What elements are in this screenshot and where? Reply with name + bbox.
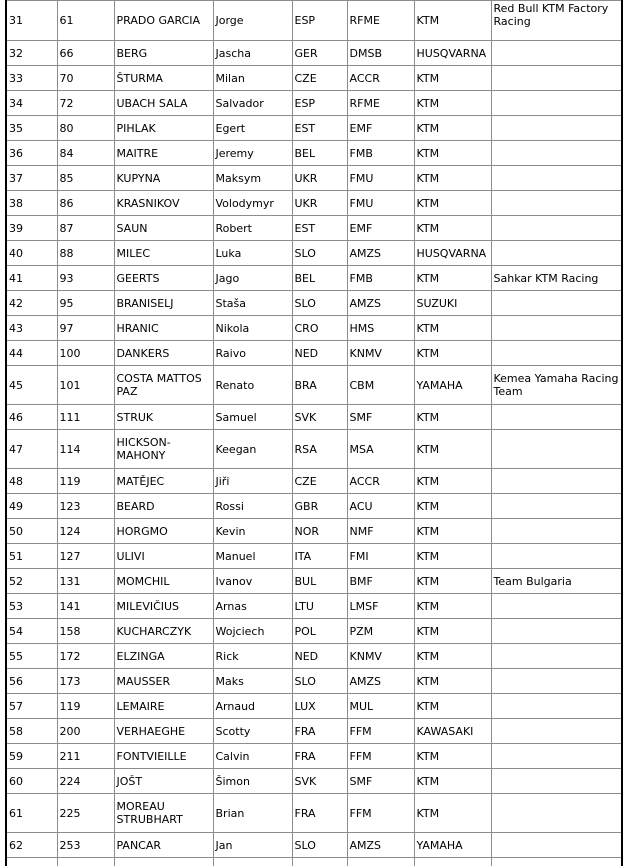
nationality-cell: EST [292, 216, 347, 241]
table-row [6, 644, 622, 669]
federation-cell: SMF [347, 769, 414, 794]
rider-number-cell: 141 [57, 594, 114, 619]
position-cell: 57 [6, 694, 57, 719]
first-name-cell: Maksym [213, 166, 292, 191]
nationality-cell: CZE [292, 66, 347, 91]
table-row [6, 619, 622, 644]
nationality-cell: SLO [292, 833, 347, 858]
federation-cell: DMSB [347, 41, 414, 66]
nationality-cell: NED [292, 644, 347, 669]
first-name-cell: Staša [213, 291, 292, 316]
federation-cell: KNMV [347, 644, 414, 669]
rider-number-cell: 72 [57, 91, 114, 116]
federation-cell: FFM [347, 744, 414, 769]
federation-cell: FMU [347, 191, 414, 216]
surname-cell: MOREAU STRUBHART [114, 794, 213, 833]
team-cell [491, 544, 622, 569]
motorcycle-cell: KTM [414, 519, 491, 544]
table-row [6, 833, 622, 858]
team-cell [491, 769, 622, 794]
team-cell [491, 794, 622, 833]
empty-cell [57, 858, 114, 866]
first-name-cell: Šimon [213, 769, 292, 794]
team-cell [491, 166, 622, 191]
team-cell [491, 644, 622, 669]
rider-number-cell: 80 [57, 116, 114, 141]
team-cell [491, 833, 622, 858]
first-name-cell: Ivanov [213, 569, 292, 594]
federation-cell: EMF [347, 116, 414, 141]
position-cell: 39 [6, 216, 57, 241]
position-cell: 52 [6, 569, 57, 594]
first-name-cell: Jago [213, 266, 292, 291]
position-cell: 37 [6, 166, 57, 191]
motorcycle-cell: KTM [414, 316, 491, 341]
nationality-cell: BEL [292, 141, 347, 166]
position-cell: 50 [6, 519, 57, 544]
first-name-cell: Arnaud [213, 694, 292, 719]
empty-cell [6, 858, 57, 866]
nationality-cell: FRA [292, 719, 347, 744]
position-cell: 62 [6, 833, 57, 858]
rider-number-cell: 127 [57, 544, 114, 569]
federation-cell: ACCR [347, 66, 414, 91]
table-row [6, 41, 622, 66]
rider-number-cell: 124 [57, 519, 114, 544]
team-cell [491, 669, 622, 694]
team-cell [491, 494, 622, 519]
nationality-cell: LTU [292, 594, 347, 619]
motorcycle-cell: KTM [414, 544, 491, 569]
position-cell: 45 [6, 366, 57, 405]
first-name-cell: Rossi [213, 494, 292, 519]
first-name-cell: Robert [213, 216, 292, 241]
rider-number-cell: 224 [57, 769, 114, 794]
position-cell: 34 [6, 91, 57, 116]
federation-cell: FMU [347, 166, 414, 191]
nationality-cell: GER [292, 41, 347, 66]
position-cell: 40 [6, 241, 57, 266]
position-cell: 60 [6, 769, 57, 794]
federation-cell: NMF [347, 519, 414, 544]
team-cell [491, 430, 622, 469]
position-cell: 32 [6, 41, 57, 66]
position-cell: 38 [6, 191, 57, 216]
motorcycle-cell: KTM [414, 116, 491, 141]
position-cell: 48 [6, 469, 57, 494]
rider-number-cell: 114 [57, 430, 114, 469]
table-row [6, 266, 622, 291]
table-row [6, 594, 622, 619]
empty-cell [347, 858, 414, 866]
nationality-cell: UKR [292, 166, 347, 191]
table-row [6, 66, 622, 91]
motorcycle-cell: KTM [414, 794, 491, 833]
motorcycle-cell: HUSQVARNA [414, 41, 491, 66]
surname-cell: PRADO GARCIA [114, 1, 213, 41]
rider-number-cell: 97 [57, 316, 114, 341]
table-row [6, 769, 622, 794]
surname-cell: FONTVIEILLE [114, 744, 213, 769]
federation-cell: CBM [347, 366, 414, 405]
position-cell: 49 [6, 494, 57, 519]
surname-cell: DANKERS [114, 341, 213, 366]
first-name-cell: Milan [213, 66, 292, 91]
first-name-cell: Scotty [213, 719, 292, 744]
surname-cell: ELZINGA [114, 644, 213, 669]
rider-number-cell: 253 [57, 833, 114, 858]
nationality-cell: BUL [292, 569, 347, 594]
motorcycle-cell: KTM [414, 644, 491, 669]
position-cell: 55 [6, 644, 57, 669]
motorcycle-cell: KTM [414, 494, 491, 519]
team-cell: Kemea Yamaha Racing Team [491, 366, 622, 405]
team-cell [491, 594, 622, 619]
first-name-cell: Keegan [213, 430, 292, 469]
motorcycle-cell: YAMAHA [414, 366, 491, 405]
rider-number-cell: 100 [57, 341, 114, 366]
surname-cell: MOMCHIL [114, 569, 213, 594]
rider-number-cell: 173 [57, 669, 114, 694]
surname-cell: VERHAEGHE [114, 719, 213, 744]
rider-number-cell: 70 [57, 66, 114, 91]
motorcycle-cell: KTM [414, 744, 491, 769]
nationality-cell: SVK [292, 405, 347, 430]
table-row [6, 794, 622, 833]
first-name-cell: Nikola [213, 316, 292, 341]
team-cell [491, 744, 622, 769]
team-cell: Team Bulgaria [491, 569, 622, 594]
team-cell [491, 191, 622, 216]
motorcycle-cell: KTM [414, 430, 491, 469]
first-name-cell: Manuel [213, 544, 292, 569]
position-cell: 59 [6, 744, 57, 769]
team-cell [491, 694, 622, 719]
surname-cell: MAITRE [114, 141, 213, 166]
nationality-cell: EST [292, 116, 347, 141]
rider-number-cell: 111 [57, 405, 114, 430]
position-cell: 43 [6, 316, 57, 341]
team-cell [491, 405, 622, 430]
federation-cell: BMF [347, 569, 414, 594]
rider-number-cell: 131 [57, 569, 114, 594]
rider-number-cell: 123 [57, 494, 114, 519]
first-name-cell: Jascha [213, 41, 292, 66]
surname-cell: MATĚJEC [114, 469, 213, 494]
motorcycle-cell: KTM [414, 216, 491, 241]
team-cell [491, 719, 622, 744]
nationality-cell: SVK [292, 769, 347, 794]
motorcycle-cell: SUZUKI [414, 291, 491, 316]
empty-cell [292, 858, 347, 866]
surname-cell: GEERTS [114, 266, 213, 291]
position-cell: 42 [6, 291, 57, 316]
position-cell: 56 [6, 669, 57, 694]
federation-cell: ACU [347, 494, 414, 519]
surname-cell: ŠTURMA [114, 66, 213, 91]
rider-number-cell: 95 [57, 291, 114, 316]
team-cell [491, 116, 622, 141]
surname-cell: STRUK [114, 405, 213, 430]
table-row [6, 519, 622, 544]
nationality-cell: ITA [292, 544, 347, 569]
surname-cell: LEMAIRE [114, 694, 213, 719]
federation-cell: MSA [347, 430, 414, 469]
federation-cell: RFME [347, 91, 414, 116]
federation-cell: HMS [347, 316, 414, 341]
nationality-cell: ESP [292, 91, 347, 116]
nationality-cell: BEL [292, 266, 347, 291]
team-cell [491, 291, 622, 316]
team-cell [491, 241, 622, 266]
table-row [6, 116, 622, 141]
surname-cell: ULIVI [114, 544, 213, 569]
motorcycle-cell: KTM [414, 769, 491, 794]
results-table-body [6, 1, 622, 866]
first-name-cell: Samuel [213, 405, 292, 430]
surname-cell: KUPYNA [114, 166, 213, 191]
table-row [6, 241, 622, 266]
nationality-cell: SLO [292, 291, 347, 316]
team-cell [491, 519, 622, 544]
federation-cell: AMZS [347, 669, 414, 694]
empty-cell [414, 858, 491, 866]
first-name-cell: Arnas [213, 594, 292, 619]
position-cell: 54 [6, 619, 57, 644]
motorcycle-cell: KTM [414, 405, 491, 430]
position-cell: 47 [6, 430, 57, 469]
table-row [6, 405, 622, 430]
nationality-cell: SLO [292, 669, 347, 694]
team-cell [491, 341, 622, 366]
first-name-cell: Jan [213, 833, 292, 858]
position-cell: 33 [6, 66, 57, 91]
motorcycle-cell: KTM [414, 469, 491, 494]
table-row [6, 744, 622, 769]
surname-cell: PANCAR [114, 833, 213, 858]
first-name-cell: Wojciech [213, 619, 292, 644]
team-cell [491, 619, 622, 644]
nationality-cell: RSA [292, 430, 347, 469]
surname-cell: MILEVIČIUS [114, 594, 213, 619]
federation-cell: FFM [347, 719, 414, 744]
motorcycle-cell: KTM [414, 166, 491, 191]
table-row [6, 191, 622, 216]
motorcycle-cell: YAMAHA [414, 833, 491, 858]
federation-cell: AMZS [347, 291, 414, 316]
first-name-cell: Volodymyr [213, 191, 292, 216]
federation-cell: EMF [347, 216, 414, 241]
federation-cell: MUL [347, 694, 414, 719]
motorcycle-cell: KTM [414, 141, 491, 166]
rider-number-cell: 61 [57, 1, 114, 41]
position-cell: 61 [6, 794, 57, 833]
rider-number-cell: 86 [57, 191, 114, 216]
first-name-cell: Salvador [213, 91, 292, 116]
rider-number-cell: 211 [57, 744, 114, 769]
table-row [6, 469, 622, 494]
surname-cell: KUCHARCZYK [114, 619, 213, 644]
nationality-cell: FRA [292, 794, 347, 833]
motorcycle-cell: KTM [414, 594, 491, 619]
surname-cell: MILEC [114, 241, 213, 266]
team-cell [491, 216, 622, 241]
motorcycle-cell: KTM [414, 91, 491, 116]
position-cell: 31 [6, 1, 57, 41]
table-row [6, 291, 622, 316]
nationality-cell: GBR [292, 494, 347, 519]
empty-cell [114, 858, 213, 866]
nationality-cell: SLO [292, 241, 347, 266]
first-name-cell: Jorge [213, 1, 292, 41]
federation-cell: RFME [347, 1, 414, 41]
motorcycle-cell: KTM [414, 619, 491, 644]
surname-cell: UBACH SALA [114, 91, 213, 116]
federation-cell: FMI [347, 544, 414, 569]
surname-cell: HICKSON-MAHONY [114, 430, 213, 469]
rider-number-cell: 101 [57, 366, 114, 405]
motorcycle-cell: KTM [414, 1, 491, 41]
surname-cell: JOŠT [114, 769, 213, 794]
first-name-cell: Jeremy [213, 141, 292, 166]
motorcycle-cell: KTM [414, 266, 491, 291]
first-name-cell: Raivo [213, 341, 292, 366]
surname-cell: BERG [114, 41, 213, 66]
surname-cell: MAUSSER [114, 669, 213, 694]
table-row-partial [6, 858, 622, 866]
rider-number-cell: 172 [57, 644, 114, 669]
table-row [6, 544, 622, 569]
first-name-cell: Jiři [213, 469, 292, 494]
team-cell [491, 316, 622, 341]
table-row [6, 669, 622, 694]
nationality-cell: LUX [292, 694, 347, 719]
surname-cell: COSTA MATTOS PAZ [114, 366, 213, 405]
federation-cell: SMF [347, 405, 414, 430]
table-row [6, 1, 622, 41]
position-cell: 51 [6, 544, 57, 569]
table-row [6, 141, 622, 166]
surname-cell: HORGMO [114, 519, 213, 544]
rider-number-cell: 158 [57, 619, 114, 644]
rider-number-cell: 119 [57, 694, 114, 719]
position-cell: 53 [6, 594, 57, 619]
table-row [6, 569, 622, 594]
federation-cell: AMZS [347, 241, 414, 266]
first-name-cell: Kevin [213, 519, 292, 544]
table-row [6, 216, 622, 241]
table-row [6, 694, 622, 719]
first-name-cell: Renato [213, 366, 292, 405]
surname-cell: BEARD [114, 494, 213, 519]
position-cell: 36 [6, 141, 57, 166]
table-row [6, 316, 622, 341]
rider-number-cell: 200 [57, 719, 114, 744]
nationality-cell: NED [292, 341, 347, 366]
motorcycle-cell: KTM [414, 66, 491, 91]
federation-cell: FMB [347, 266, 414, 291]
team-cell [491, 41, 622, 66]
position-cell: 44 [6, 341, 57, 366]
first-name-cell: Brian [213, 794, 292, 833]
first-name-cell: Calvin [213, 744, 292, 769]
rider-number-cell: 66 [57, 41, 114, 66]
nationality-cell: FRA [292, 744, 347, 769]
motorcycle-cell: KTM [414, 694, 491, 719]
position-cell: 41 [6, 266, 57, 291]
nationality-cell: BRA [292, 366, 347, 405]
motorcycle-cell: KTM [414, 191, 491, 216]
nationality-cell: ESP [292, 1, 347, 41]
federation-cell: FMB [347, 141, 414, 166]
table-row [6, 719, 622, 744]
federation-cell: KNMV [347, 341, 414, 366]
motorcycle-cell: KTM [414, 341, 491, 366]
rider-number-cell: 85 [57, 166, 114, 191]
rider-number-cell: 93 [57, 266, 114, 291]
first-name-cell: Rick [213, 644, 292, 669]
position-cell: 46 [6, 405, 57, 430]
nationality-cell: CRO [292, 316, 347, 341]
nationality-cell: CZE [292, 469, 347, 494]
surname-cell: PIHLAK [114, 116, 213, 141]
motorcycle-cell: HUSQVARNA [414, 241, 491, 266]
federation-cell: LMSF [347, 594, 414, 619]
table-row [6, 494, 622, 519]
team-cell [491, 141, 622, 166]
results-table [5, 0, 623, 866]
table-row [6, 430, 622, 469]
rider-number-cell: 119 [57, 469, 114, 494]
federation-cell: ACCR [347, 469, 414, 494]
surname-cell: SAUN [114, 216, 213, 241]
motorcycle-cell: KTM [414, 669, 491, 694]
nationality-cell: POL [292, 619, 347, 644]
team-cell: Sahkar KTM Racing [491, 266, 622, 291]
motorcycle-cell: KAWASAKI [414, 719, 491, 744]
team-cell [491, 66, 622, 91]
surname-cell: HRANIC [114, 316, 213, 341]
team-cell: Red Bull KTM Factory Racing [491, 1, 622, 41]
rider-number-cell: 84 [57, 141, 114, 166]
federation-cell: AMZS [347, 833, 414, 858]
first-name-cell: Egert [213, 116, 292, 141]
table-row [6, 91, 622, 116]
nationality-cell: NOR [292, 519, 347, 544]
surname-cell: KRASNIKOV [114, 191, 213, 216]
rider-number-cell: 88 [57, 241, 114, 266]
first-name-cell: Maks [213, 669, 292, 694]
table-row [6, 166, 622, 191]
position-cell: 35 [6, 116, 57, 141]
table-row [6, 366, 622, 405]
empty-cell [491, 858, 622, 866]
federation-cell: FFM [347, 794, 414, 833]
table-row [6, 341, 622, 366]
rider-number-cell: 225 [57, 794, 114, 833]
first-name-cell: Luka [213, 241, 292, 266]
nationality-cell: UKR [292, 191, 347, 216]
motorcycle-cell: KTM [414, 569, 491, 594]
position-cell: 58 [6, 719, 57, 744]
federation-cell: PZM [347, 619, 414, 644]
team-cell [491, 91, 622, 116]
surname-cell: BRANISELJ [114, 291, 213, 316]
empty-cell [213, 858, 292, 866]
rider-number-cell: 87 [57, 216, 114, 241]
team-cell [491, 469, 622, 494]
